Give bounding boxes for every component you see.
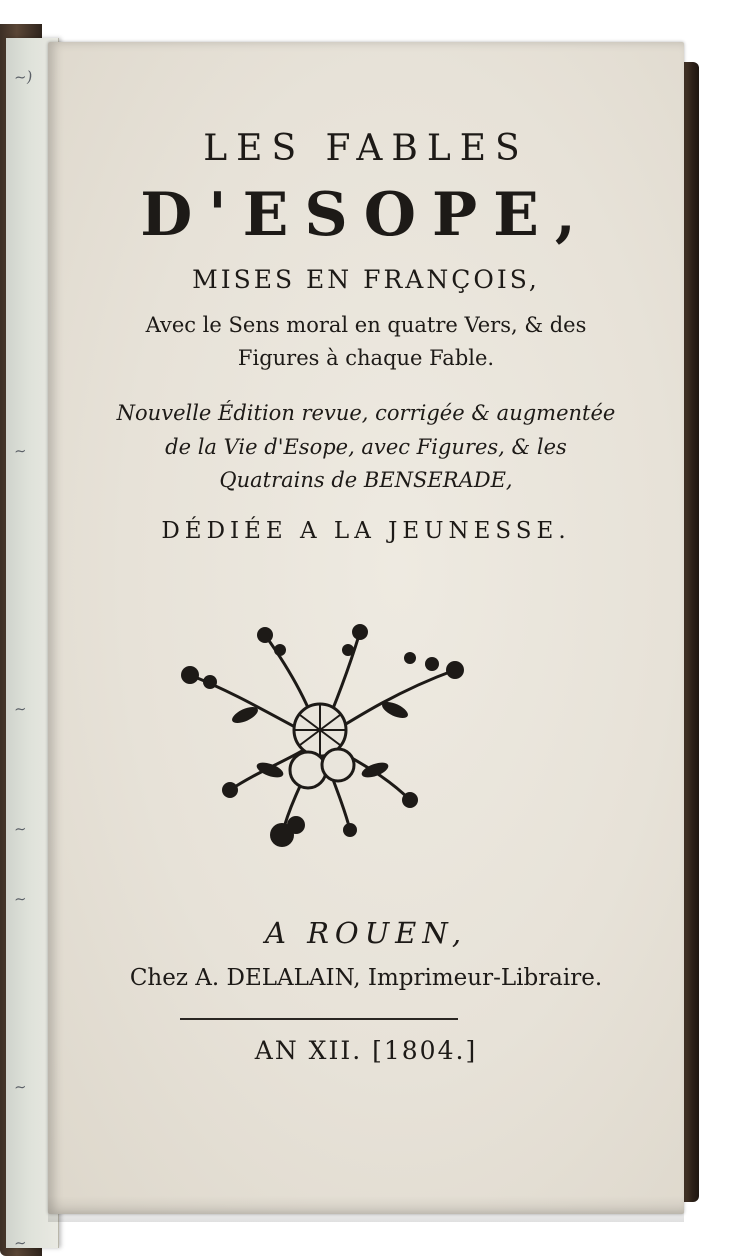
floral-bouquet-ornament-icon [170,620,470,855]
handwritten-mark: ~ [13,819,28,839]
imprint-place: A ROUEN, [264,916,468,950]
title-line-desope: D'ESOPE, [140,180,592,250]
imprint-printer: Chez A. DELALAIN, Imprimeur-Libraire. [129,965,603,991]
page-shadow [48,1196,684,1222]
imprint-date: AN XII. [1804.] [254,1036,478,1065]
dedication-line: DÉDIÉE A LA JEUNESSE. [161,518,571,544]
edition-line-2: de la Vie d'Esope, avec Figures, & les [165,435,567,459]
title-line-les-fables: LES FABLES [203,128,529,169]
book-back-cover-edge [683,62,699,1202]
handwritten-mark: ~ [13,441,28,461]
subtitle-figures: Figures à chaque Fable. [237,346,495,370]
handwritten-mark: ~ [13,1077,28,1097]
handwritten-mark: ~) [13,67,34,87]
subtitle-sens-moral: Avec le Sens moral en quatre Vers, & des [145,313,587,337]
handwritten-mark: ~ [13,699,28,719]
handwritten-mark: ~ [13,1233,28,1253]
handwritten-mark: ~ [13,889,28,909]
subtitle-mises-en-francois: MISES EN FRANÇOIS, [192,265,540,294]
edition-line-1: Nouvelle Édition revue, corrigée & augmentée [116,401,616,425]
imprint-rule [180,1018,458,1020]
edition-line-3: Quatrains de BENSERADE, [219,468,513,492]
